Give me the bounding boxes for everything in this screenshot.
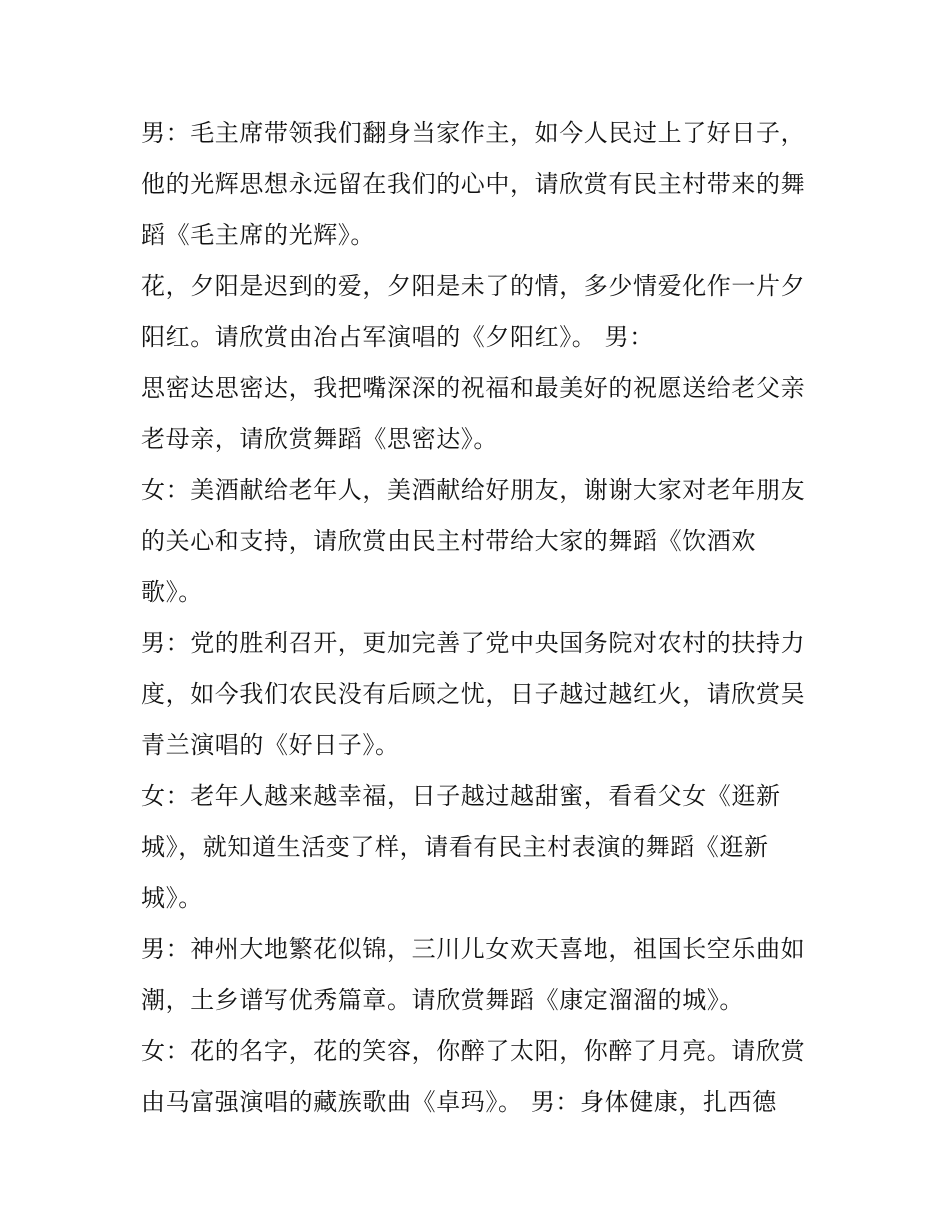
text-line: 城》。 bbox=[141, 884, 203, 912]
text-line: 男：毛主席带领我们翻身当家作主，如今人民过上了好日子， bbox=[141, 119, 806, 147]
text-line: 老母亲，请欣赏舞蹈《思密达》。 bbox=[141, 425, 498, 453]
text-line: 男：党的胜利召开，更加完善了党中央国务院对农村的扶持力 bbox=[141, 629, 806, 657]
text-line: 女：美酒献给老年人，美酒献给好朋友，谢谢大家对老年朋友 bbox=[141, 476, 806, 504]
text-line: 城》，就知道生活变了样，请看有民主村表演的舞蹈《逛新 bbox=[141, 833, 769, 861]
document-body bbox=[141, 108, 821, 1128]
text-line: 的关心和支持，请欣赏由民主村带给大家的舞蹈《饮酒欢 bbox=[141, 527, 756, 555]
text-line: 潮，土乡谱写优秀篇章。请欣赏舞蹈《康定溜溜的城》。 bbox=[141, 986, 744, 1014]
text-line: 歌》。 bbox=[141, 578, 203, 606]
text-line: 他的光辉思想永远留在我们的心中，请欣赏有民主村带来的舞 bbox=[141, 170, 806, 198]
text-line: 男：神州大地繁花似锦，三川儿女欢天喜地，祖国长空乐曲如 bbox=[141, 935, 806, 963]
text-line: 阳红。请欣赏由冶占军演唱的《夕阳红》。 男： bbox=[141, 323, 654, 351]
text-line: 女：老年人越来越幸福，日子越过越甜蜜，看看父女《逛新 bbox=[141, 782, 781, 810]
text-line: 由马富强演唱的藏族歌曲《卓玛》。 男：身体健康，扎西德 bbox=[141, 1088, 777, 1116]
text-line: 思密达思密达，我把嘴深深的祝福和最美好的祝愿送给老父亲 bbox=[141, 374, 806, 402]
text-line: 女：花的名字，花的笑容，你醉了太阳，你醉了月亮。请欣赏 bbox=[141, 1037, 806, 1065]
text-line: 蹈《毛主席的光辉》。 bbox=[141, 221, 375, 249]
text-line: 度，如今我们农民没有后顾之忧，日子越过越红火，请欣赏吴 bbox=[141, 680, 806, 708]
text-line: 青兰演唱的《好日子》。 bbox=[141, 731, 400, 759]
text-line: 花，夕阳是迟到的爱，夕阳是未了的情，多少情爱化作一片夕 bbox=[141, 272, 806, 300]
